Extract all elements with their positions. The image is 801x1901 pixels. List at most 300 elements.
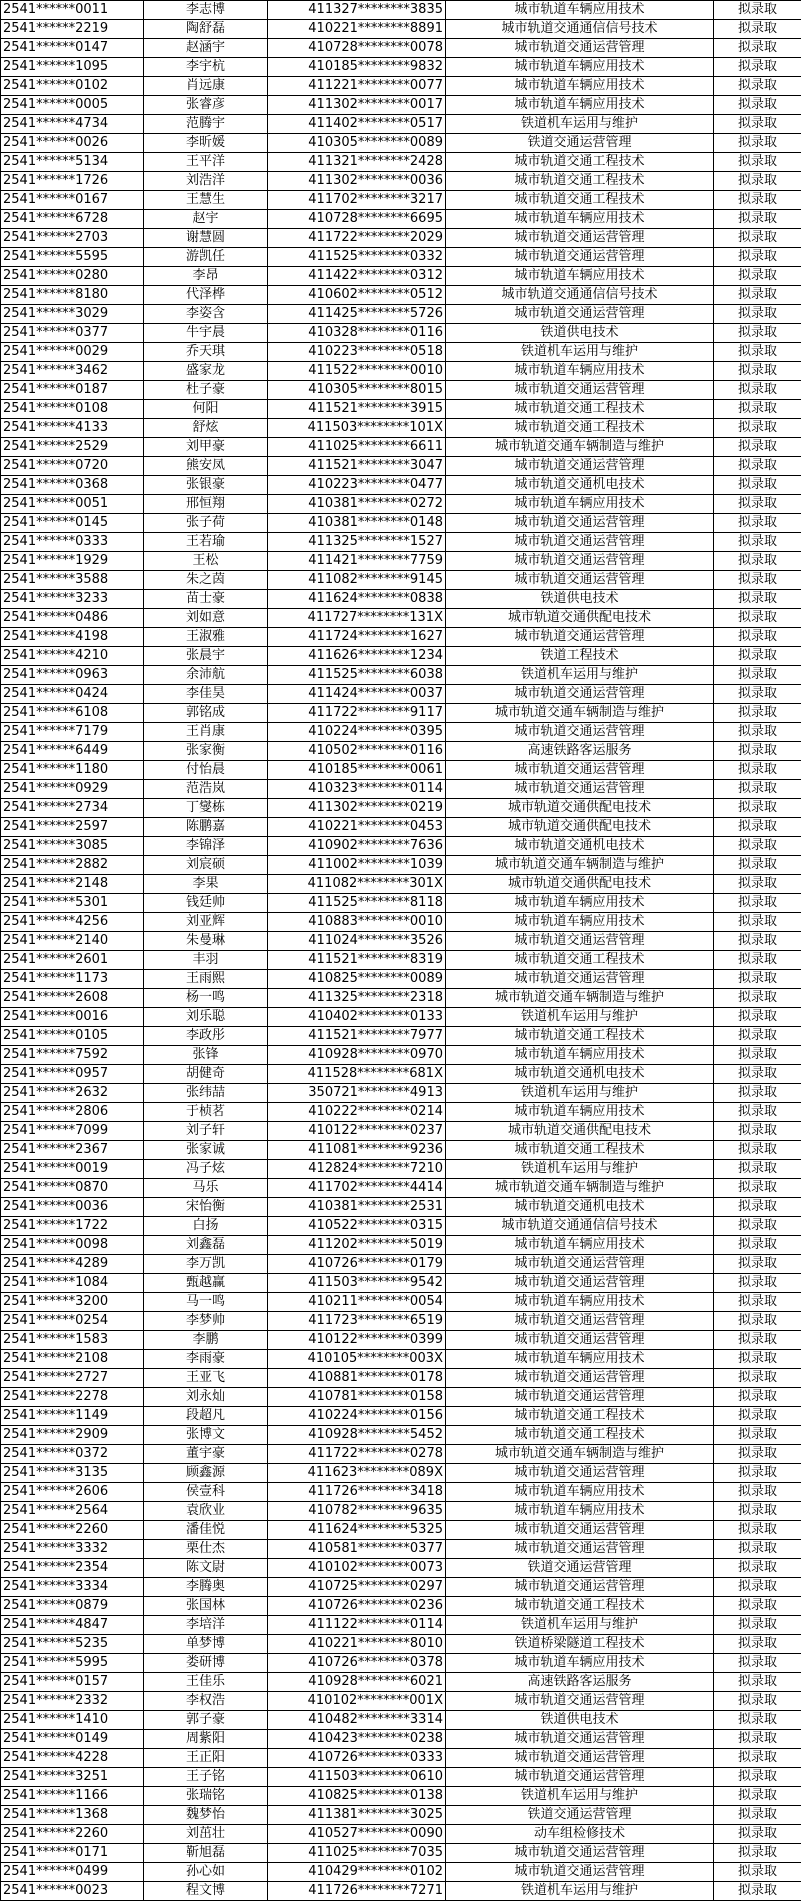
status-cell: 拟录取 bbox=[714, 1464, 801, 1483]
status-cell: 拟录取 bbox=[714, 210, 801, 229]
major-cell: 城市轨道交通运营管理 bbox=[446, 1464, 714, 1483]
exam-id-cell: 2541******0963 bbox=[1, 666, 144, 685]
exam-id-cell: 2541******2367 bbox=[1, 1141, 144, 1160]
status-cell: 拟录取 bbox=[714, 875, 801, 894]
student-name-cell: 范浩岚 bbox=[144, 780, 268, 799]
id-card-cell: 410305********0089 bbox=[268, 134, 446, 153]
major-cell: 铁道供电技术 bbox=[446, 324, 714, 343]
student-name-cell: 刘浩洋 bbox=[144, 172, 268, 191]
table-row bbox=[1, 419, 801, 438]
id-card-cell: 410581********0377 bbox=[268, 1540, 446, 1559]
id-card-cell: 410928********5452 bbox=[268, 1426, 446, 1445]
status-cell: 拟录取 bbox=[714, 1521, 801, 1540]
student-name-cell: 王雨熙 bbox=[144, 970, 268, 989]
exam-id-cell: 2541******0171 bbox=[1, 1844, 144, 1863]
student-name-cell: 李宇杭 bbox=[144, 58, 268, 77]
status-cell: 拟录取 bbox=[714, 1635, 801, 1654]
student-name-cell: 邢恒翔 bbox=[144, 495, 268, 514]
exam-id-cell: 2541******6449 bbox=[1, 742, 144, 761]
status-cell: 拟录取 bbox=[714, 1711, 801, 1730]
major-cell: 城市轨道交通运营管理 bbox=[446, 628, 714, 647]
status-cell: 拟录取 bbox=[714, 1806, 801, 1825]
status-cell: 拟录取 bbox=[714, 1749, 801, 1768]
major-cell: 城市轨道交通运营管理 bbox=[446, 571, 714, 590]
table-row bbox=[1, 1711, 801, 1730]
table-row bbox=[1, 362, 801, 381]
exam-id-cell: 2541******5301 bbox=[1, 894, 144, 913]
student-name-cell: 于桢茗 bbox=[144, 1103, 268, 1122]
major-cell: 铁道机车运用与维护 bbox=[446, 115, 714, 134]
table-row bbox=[1, 1160, 801, 1179]
major-cell: 城市轨道车辆应用技术 bbox=[446, 1, 714, 20]
id-card-cell: 411521********3915 bbox=[268, 400, 446, 419]
status-cell: 拟录取 bbox=[714, 1, 801, 20]
major-cell: 城市轨道交通机电技术 bbox=[446, 476, 714, 495]
id-card-cell: 410726********0179 bbox=[268, 1255, 446, 1274]
student-name-cell: 李锦泽 bbox=[144, 837, 268, 856]
status-cell: 拟录取 bbox=[714, 457, 801, 476]
status-cell: 拟录取 bbox=[714, 1730, 801, 1749]
student-name-cell: 白扬 bbox=[144, 1217, 268, 1236]
table-row bbox=[1, 1122, 801, 1141]
exam-id-cell: 2541******0424 bbox=[1, 685, 144, 704]
exam-id-cell: 2541******5134 bbox=[1, 153, 144, 172]
table-row bbox=[1, 58, 801, 77]
id-card-cell: 411002********1039 bbox=[268, 856, 446, 875]
id-card-cell: 410429********0102 bbox=[268, 1863, 446, 1882]
table-row bbox=[1, 476, 801, 495]
major-cell: 城市轨道交通机电技术 bbox=[446, 1198, 714, 1217]
student-name-cell: 冯子炫 bbox=[144, 1160, 268, 1179]
major-cell: 城市轨道交通运营管理 bbox=[446, 1369, 714, 1388]
status-cell: 拟录取 bbox=[714, 856, 801, 875]
major-cell: 城市轨道车辆应用技术 bbox=[446, 913, 714, 932]
id-card-cell: 410305********8015 bbox=[268, 381, 446, 400]
id-card-cell: 411425********5726 bbox=[268, 305, 446, 324]
student-name-cell: 付怡晨 bbox=[144, 761, 268, 780]
table-row bbox=[1, 704, 801, 723]
id-card-cell: 410883********0010 bbox=[268, 913, 446, 932]
id-card-cell: 411424********0037 bbox=[268, 685, 446, 704]
table-row bbox=[1, 1559, 801, 1578]
id-card-cell: 410105********003X bbox=[268, 1350, 446, 1369]
exam-id-cell: 2541******2260 bbox=[1, 1825, 144, 1844]
student-name-cell: 杜子豪 bbox=[144, 381, 268, 400]
exam-id-cell: 2541******0145 bbox=[1, 514, 144, 533]
id-card-cell: 410881********0178 bbox=[268, 1369, 446, 1388]
student-name-cell: 牛宇晨 bbox=[144, 324, 268, 343]
status-cell: 拟录取 bbox=[714, 400, 801, 419]
table-row bbox=[1, 1331, 801, 1350]
status-cell: 拟录取 bbox=[714, 305, 801, 324]
table-row bbox=[1, 96, 801, 115]
table-row bbox=[1, 799, 801, 818]
id-card-cell: 411082********9145 bbox=[268, 571, 446, 590]
status-cell: 拟录取 bbox=[714, 780, 801, 799]
table-row bbox=[1, 229, 801, 248]
table-row bbox=[1, 514, 801, 533]
id-card-cell: 410726********0378 bbox=[268, 1654, 446, 1673]
major-cell: 高速铁路客运服务 bbox=[446, 742, 714, 761]
status-cell: 拟录取 bbox=[714, 191, 801, 210]
exam-id-cell: 2541******4228 bbox=[1, 1749, 144, 1768]
table-row bbox=[1, 856, 801, 875]
student-name-cell: 王子铭 bbox=[144, 1768, 268, 1787]
major-cell: 城市轨道交通运营管理 bbox=[446, 1844, 714, 1863]
major-cell: 城市轨道交通运营管理 bbox=[446, 514, 714, 533]
status-cell: 拟录取 bbox=[714, 1844, 801, 1863]
id-card-cell: 411522********0010 bbox=[268, 362, 446, 381]
table-row bbox=[1, 1825, 801, 1844]
status-cell: 拟录取 bbox=[714, 476, 801, 495]
exam-id-cell: 2541******0147 bbox=[1, 39, 144, 58]
status-cell: 拟录取 bbox=[714, 1084, 801, 1103]
table-row bbox=[1, 1179, 801, 1198]
major-cell: 城市轨道车辆应用技术 bbox=[446, 362, 714, 381]
status-cell: 拟录取 bbox=[714, 761, 801, 780]
table-row bbox=[1, 1673, 801, 1692]
table-row bbox=[1, 1863, 801, 1882]
id-card-cell: 410602********0512 bbox=[268, 286, 446, 305]
major-cell: 铁道机车运用与维护 bbox=[446, 1084, 714, 1103]
major-cell: 铁道机车运用与维护 bbox=[446, 1882, 714, 1901]
major-cell: 铁道机车运用与维护 bbox=[446, 1787, 714, 1806]
major-cell: 城市轨道车辆应用技术 bbox=[446, 96, 714, 115]
major-cell: 动车组检修技术 bbox=[446, 1825, 714, 1844]
status-cell: 拟录取 bbox=[714, 77, 801, 96]
student-name-cell: 潘佳悦 bbox=[144, 1521, 268, 1540]
exam-id-cell: 2541******3200 bbox=[1, 1293, 144, 1312]
table-row bbox=[1, 1692, 801, 1711]
id-card-cell: 410185********9832 bbox=[268, 58, 446, 77]
major-cell: 城市轨道交通工程技术 bbox=[446, 153, 714, 172]
table-row bbox=[1, 742, 801, 761]
id-card-cell: 411722********2029 bbox=[268, 229, 446, 248]
table-row bbox=[1, 286, 801, 305]
exam-id-cell: 2541******2597 bbox=[1, 818, 144, 837]
table-row bbox=[1, 20, 801, 39]
exam-id-cell: 2541******4734 bbox=[1, 115, 144, 134]
id-card-cell: 411381********3025 bbox=[268, 1806, 446, 1825]
id-card-cell: 411503********101X bbox=[268, 419, 446, 438]
student-name-cell: 何阳 bbox=[144, 400, 268, 419]
student-name-cell: 朱曼琳 bbox=[144, 932, 268, 951]
exam-id-cell: 2541******2148 bbox=[1, 875, 144, 894]
exam-id-cell: 2541******0879 bbox=[1, 1597, 144, 1616]
exam-id-cell: 2541******0102 bbox=[1, 77, 144, 96]
student-name-cell: 刘甲豪 bbox=[144, 438, 268, 457]
major-cell: 城市轨道交通运营管理 bbox=[446, 533, 714, 552]
student-name-cell: 李政彤 bbox=[144, 1027, 268, 1046]
student-name-cell: 李腾奥 bbox=[144, 1578, 268, 1597]
student-name-cell: 王正阳 bbox=[144, 1749, 268, 1768]
major-cell: 城市轨道交通运营管理 bbox=[446, 39, 714, 58]
exam-id-cell: 2541******0029 bbox=[1, 343, 144, 362]
exam-id-cell: 2541******2703 bbox=[1, 229, 144, 248]
exam-id-cell: 2541******5595 bbox=[1, 248, 144, 267]
student-name-cell: 张博文 bbox=[144, 1426, 268, 1445]
student-name-cell: 刘如意 bbox=[144, 609, 268, 628]
table-row bbox=[1, 1065, 801, 1084]
student-name-cell: 宋怡衡 bbox=[144, 1198, 268, 1217]
major-cell: 铁道机车运用与维护 bbox=[446, 1008, 714, 1027]
table-row bbox=[1, 1445, 801, 1464]
id-card-cell: 410323********0114 bbox=[268, 780, 446, 799]
id-card-cell: 411302********0219 bbox=[268, 799, 446, 818]
status-cell: 拟录取 bbox=[714, 1540, 801, 1559]
table-row bbox=[1, 1046, 801, 1065]
table-row bbox=[1, 818, 801, 837]
student-name-cell: 娄研博 bbox=[144, 1654, 268, 1673]
id-card-cell: 411302********0036 bbox=[268, 172, 446, 191]
major-cell: 城市轨道交通运营管理 bbox=[446, 970, 714, 989]
table-row bbox=[1, 951, 801, 970]
major-cell: 城市轨道交通工程技术 bbox=[446, 1426, 714, 1445]
id-card-cell: 411626********1234 bbox=[268, 647, 446, 666]
student-name-cell: 张睿彦 bbox=[144, 96, 268, 115]
id-card-cell: 411624********5325 bbox=[268, 1521, 446, 1540]
student-name-cell: 熊安凤 bbox=[144, 457, 268, 476]
major-cell: 城市轨道交通通信信号技术 bbox=[446, 286, 714, 305]
table-row bbox=[1, 1350, 801, 1369]
table-row bbox=[1, 913, 801, 932]
table-row bbox=[1, 1483, 801, 1502]
id-card-cell: 411623********089X bbox=[268, 1464, 446, 1483]
exam-id-cell: 2541******1929 bbox=[1, 552, 144, 571]
id-card-cell: 411525********0332 bbox=[268, 248, 446, 267]
major-cell: 城市轨道车辆应用技术 bbox=[446, 1483, 714, 1502]
major-cell: 城市轨道交通运营管理 bbox=[446, 761, 714, 780]
major-cell: 城市轨道车辆应用技术 bbox=[446, 267, 714, 286]
exam-id-cell: 2541******1095 bbox=[1, 58, 144, 77]
id-card-cell: 410728********0078 bbox=[268, 39, 446, 58]
exam-id-cell: 2541******1722 bbox=[1, 1217, 144, 1236]
status-cell: 拟录取 bbox=[714, 343, 801, 362]
status-cell: 拟录取 bbox=[714, 1065, 801, 1084]
exam-id-cell: 2541******0098 bbox=[1, 1236, 144, 1255]
major-cell: 铁道交通运营管理 bbox=[446, 1806, 714, 1825]
id-card-cell: 410482********3314 bbox=[268, 1711, 446, 1730]
id-card-cell: 410726********0333 bbox=[268, 1749, 446, 1768]
student-name-cell: 陈鹏嘉 bbox=[144, 818, 268, 837]
id-card-cell: 411525********6038 bbox=[268, 666, 446, 685]
table-row bbox=[1, 1426, 801, 1445]
table-row bbox=[1, 457, 801, 476]
exam-id-cell: 2541******0280 bbox=[1, 267, 144, 286]
table-row bbox=[1, 1103, 801, 1122]
major-cell: 铁道机车运用与维护 bbox=[446, 666, 714, 685]
exam-id-cell: 2541******2260 bbox=[1, 1521, 144, 1540]
status-cell: 拟录取 bbox=[714, 39, 801, 58]
status-cell: 拟录取 bbox=[714, 1236, 801, 1255]
table-row bbox=[1, 970, 801, 989]
status-cell: 拟录取 bbox=[714, 1179, 801, 1198]
student-name-cell: 李权浩 bbox=[144, 1692, 268, 1711]
table-row bbox=[1, 1616, 801, 1635]
status-cell: 拟录取 bbox=[714, 514, 801, 533]
status-cell: 拟录取 bbox=[714, 590, 801, 609]
student-name-cell: 王佳乐 bbox=[144, 1673, 268, 1692]
status-cell: 拟录取 bbox=[714, 666, 801, 685]
table-row bbox=[1, 1882, 801, 1901]
student-name-cell: 刘亚辉 bbox=[144, 913, 268, 932]
student-name-cell: 代泽桦 bbox=[144, 286, 268, 305]
exam-id-cell: 2541******2354 bbox=[1, 1559, 144, 1578]
id-card-cell: 410502********0116 bbox=[268, 742, 446, 761]
id-card-cell: 411325********2318 bbox=[268, 989, 446, 1008]
table-row bbox=[1, 1407, 801, 1426]
exam-id-cell: 2541******3332 bbox=[1, 1540, 144, 1559]
major-cell: 城市轨道车辆应用技术 bbox=[446, 58, 714, 77]
status-cell: 拟录取 bbox=[714, 438, 801, 457]
table-row bbox=[1, 1597, 801, 1616]
table-row bbox=[1, 1255, 801, 1274]
major-cell: 城市轨道交通车辆制造与维护 bbox=[446, 989, 714, 1008]
exam-id-cell: 2541******7099 bbox=[1, 1122, 144, 1141]
id-card-cell: 410221********8891 bbox=[268, 20, 446, 39]
table-row bbox=[1, 267, 801, 286]
major-cell: 城市轨道交通机电技术 bbox=[446, 1065, 714, 1084]
exam-id-cell: 2541******8180 bbox=[1, 286, 144, 305]
student-name-cell: 甄越赢 bbox=[144, 1274, 268, 1293]
table-row bbox=[1, 780, 801, 799]
student-name-cell: 王若瑜 bbox=[144, 533, 268, 552]
major-cell: 城市轨道交通运营管理 bbox=[446, 932, 714, 951]
student-name-cell: 王肖康 bbox=[144, 723, 268, 742]
exam-id-cell: 2541******1173 bbox=[1, 970, 144, 989]
id-card-cell: 410328********0116 bbox=[268, 324, 446, 343]
table-row bbox=[1, 1008, 801, 1027]
student-name-cell: 郭子豪 bbox=[144, 1711, 268, 1730]
table-row bbox=[1, 1768, 801, 1787]
status-cell: 拟录取 bbox=[714, 647, 801, 666]
student-name-cell: 李梦帅 bbox=[144, 1312, 268, 1331]
id-card-cell: 411503********0610 bbox=[268, 1768, 446, 1787]
id-card-cell: 410221********8010 bbox=[268, 1635, 446, 1654]
exam-id-cell: 2541******1726 bbox=[1, 172, 144, 191]
major-cell: 城市轨道交通工程技术 bbox=[446, 419, 714, 438]
id-card-cell: 410211********0054 bbox=[268, 1293, 446, 1312]
major-cell: 城市轨道交通运营管理 bbox=[446, 1255, 714, 1274]
status-cell: 拟录取 bbox=[714, 1103, 801, 1122]
status-cell: 拟录取 bbox=[714, 248, 801, 267]
status-cell: 拟录取 bbox=[714, 172, 801, 191]
student-name-cell: 李志博 bbox=[144, 1, 268, 20]
exam-id-cell: 2541******0333 bbox=[1, 533, 144, 552]
exam-id-cell: 2541******0372 bbox=[1, 1445, 144, 1464]
status-cell: 拟录取 bbox=[714, 1274, 801, 1293]
exam-id-cell: 2541******0051 bbox=[1, 495, 144, 514]
major-cell: 城市轨道交通运营管理 bbox=[446, 229, 714, 248]
id-card-cell: 410928********0970 bbox=[268, 1046, 446, 1065]
major-cell: 铁道交通运营管理 bbox=[446, 1559, 714, 1578]
exam-id-cell: 2541******0929 bbox=[1, 780, 144, 799]
id-card-cell: 411722********9117 bbox=[268, 704, 446, 723]
student-name-cell: 张晨宇 bbox=[144, 647, 268, 666]
student-name-cell: 刘茁壮 bbox=[144, 1825, 268, 1844]
id-card-cell: 411421********7759 bbox=[268, 552, 446, 571]
major-cell: 城市轨道交通运营管理 bbox=[446, 305, 714, 324]
status-cell: 拟录取 bbox=[714, 1426, 801, 1445]
id-card-cell: 411321********2428 bbox=[268, 153, 446, 172]
exam-id-cell: 2541******7592 bbox=[1, 1046, 144, 1065]
major-cell: 城市轨道交通运营管理 bbox=[446, 1749, 714, 1768]
exam-id-cell: 2541******2108 bbox=[1, 1350, 144, 1369]
student-name-cell: 张家衡 bbox=[144, 742, 268, 761]
student-name-cell: 袁欣业 bbox=[144, 1502, 268, 1521]
id-card-cell: 410223********0477 bbox=[268, 476, 446, 495]
major-cell: 城市轨道交通运营管理 bbox=[446, 1863, 714, 1882]
exam-id-cell: 2541******0036 bbox=[1, 1198, 144, 1217]
status-cell: 拟录取 bbox=[714, 1350, 801, 1369]
exam-id-cell: 2541******0016 bbox=[1, 1008, 144, 1027]
major-cell: 城市轨道交通运营管理 bbox=[446, 685, 714, 704]
exam-id-cell: 2541******2734 bbox=[1, 799, 144, 818]
exam-id-cell: 2541******0870 bbox=[1, 1179, 144, 1198]
status-cell: 拟录取 bbox=[714, 552, 801, 571]
exam-id-cell: 2541******5235 bbox=[1, 1635, 144, 1654]
exam-id-cell: 2541******0377 bbox=[1, 324, 144, 343]
id-card-cell: 410122********0399 bbox=[268, 1331, 446, 1350]
major-cell: 城市轨道交通运营管理 bbox=[446, 1692, 714, 1711]
exam-id-cell: 2541******2909 bbox=[1, 1426, 144, 1445]
id-card-cell: 411727********131X bbox=[268, 609, 446, 628]
status-cell: 拟录取 bbox=[714, 609, 801, 628]
id-card-cell: 411081********9236 bbox=[268, 1141, 446, 1160]
status-cell: 拟录取 bbox=[714, 951, 801, 970]
major-cell: 城市轨道车辆应用技术 bbox=[446, 1103, 714, 1122]
student-name-cell: 范腾宇 bbox=[144, 115, 268, 134]
major-cell: 城市轨道交通运营管理 bbox=[446, 457, 714, 476]
id-card-cell: 410224********0395 bbox=[268, 723, 446, 742]
table-row bbox=[1, 1217, 801, 1236]
major-cell: 城市轨道交通运营管理 bbox=[446, 1730, 714, 1749]
exam-id-cell: 2541******2632 bbox=[1, 1084, 144, 1103]
student-name-cell: 盛家龙 bbox=[144, 362, 268, 381]
status-cell: 拟录取 bbox=[714, 628, 801, 647]
id-card-cell: 411528********681X bbox=[268, 1065, 446, 1084]
status-cell: 拟录取 bbox=[714, 419, 801, 438]
table-row bbox=[1, 761, 801, 780]
id-card-cell: 411327********3835 bbox=[268, 1, 446, 20]
student-name-cell: 李培洋 bbox=[144, 1616, 268, 1635]
id-card-cell: 411521********3047 bbox=[268, 457, 446, 476]
student-name-cell: 刘子轩 bbox=[144, 1122, 268, 1141]
id-card-cell: 411122********0114 bbox=[268, 1616, 446, 1635]
table-row bbox=[1, 609, 801, 628]
student-name-cell: 谢慧圆 bbox=[144, 229, 268, 248]
status-cell: 拟录取 bbox=[714, 1122, 801, 1141]
student-name-cell: 余沛航 bbox=[144, 666, 268, 685]
exam-id-cell: 2541******2219 bbox=[1, 20, 144, 39]
student-name-cell: 单梦博 bbox=[144, 1635, 268, 1654]
table-row bbox=[1, 647, 801, 666]
student-name-cell: 王松 bbox=[144, 552, 268, 571]
status-cell: 拟录取 bbox=[714, 153, 801, 172]
exam-id-cell: 2541******0187 bbox=[1, 381, 144, 400]
status-cell: 拟录取 bbox=[714, 1673, 801, 1692]
major-cell: 城市轨道交通运营管理 bbox=[446, 1768, 714, 1787]
status-cell: 拟录取 bbox=[714, 1502, 801, 1521]
exam-id-cell: 2541******4289 bbox=[1, 1255, 144, 1274]
student-name-cell: 王淑雅 bbox=[144, 628, 268, 647]
table-row bbox=[1, 723, 801, 742]
major-cell: 铁道机车运用与维护 bbox=[446, 1160, 714, 1179]
id-card-cell: 350721********4913 bbox=[268, 1084, 446, 1103]
status-cell: 拟录取 bbox=[714, 1882, 801, 1901]
major-cell: 城市轨道交通工程技术 bbox=[446, 951, 714, 970]
table-row bbox=[1, 343, 801, 362]
